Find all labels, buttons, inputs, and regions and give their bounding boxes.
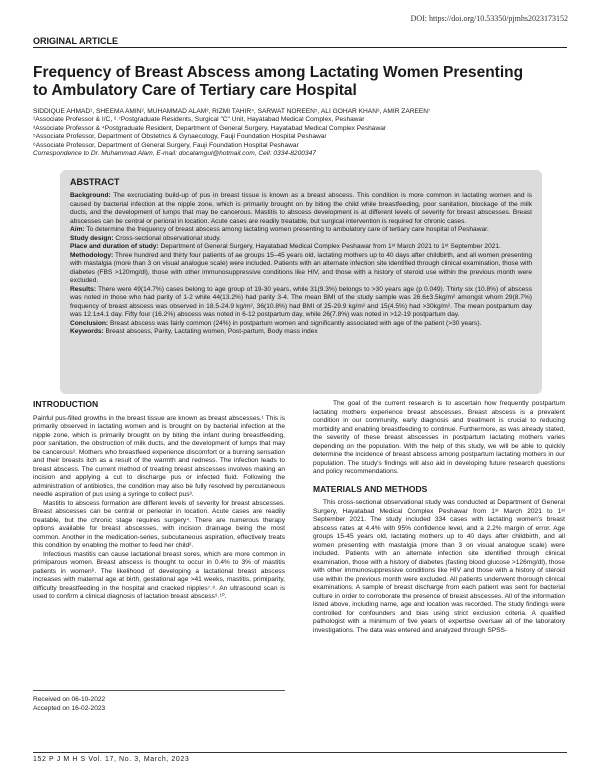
abstract-text: The excruciating build-up of pus in breast tissue is known as a breast abscess. This condition is more common in lactating women and is caused by bacterial infection at the nipple zone, which is primarily brought on by biting the child while breastfeeding, poor sanitation, blockage of the milk ducts, and the development of lumps that may be cancerous. Mastitis to abscess development is at different levels of severity for breast abscesses. Breast abscesses can be central or perioral in location. Acute cases are readily treatable, but surgical intervention is required for chronic cases.	[70, 192, 532, 225]
methods-paragraph: This cross-sectional observational study was conducted at Department of General Surgery, Hayatabad Medical Complex Peshawar from 1ˢᵗ March 2021 to 1ˢᵗ September 2021. The study included 334 cases with lactating women's breast abscess rates at 4.4% with 95% confidence level, and a 2.2% margin of error. Age groups 15-45 years old, lactating mothers up to 40 days after childbirth, and all women presenting with mastalgia (more than 3 on visual analogue scale) were included. Patients with an alternate infection site identified through clinical examination, those with a history of diabetes (fasting blood glucose >126mg/dl), those with other immunosuppressive conditions like HIV and those with a history of steroid use within the previous month were excluded. All patients underwent thorough clinical examinations. A sample of breast discharge from each patient was sent for bacterial culture in order to corroborate the presence of breast abscesses. All of the information listed above, including name, age and location was recorded. The study findings were controlled for confounders and bias using strict exclusion criteria. A qualified pathologist with a minimum of five years of expertise oversaw all of the laboratory investigations. The data was entered and analyzed through SPSS-	[313, 499, 565, 634]
abstract-study-design	[70, 235, 532, 244]
doi-link[interactable]: DOI: https://doi.org/10.53350/pjmhs2023173152	[410, 14, 568, 23]
intro-paragraph: Mastitis to abscess formation are different levels of severity for breast abscesses. Breast abscesses can be central or perieolar in location. Acute cases are readily treatable, but the chronic stage requires surgery⁴. There are numerous therapy options available for breast abscesses, with incision drainage being the most common. Another in the medication-series, subcutaneous aspiration, effectively treats this condition by enabling the mother to feed her child².	[33, 499, 285, 549]
dates-divider	[33, 690, 285, 691]
abstract-label: Methodology:	[70, 251, 114, 259]
abstract-text: Three hundred and thirty four patients of ae groups 15–45 years old, lactating mothers up to 40 days after childbirth, and all women presenting with mastalgia (more than 3 on visual analogue scale) were included. Patients with an alternate infection site identified through clinical examination, those with diabetes (FBS >120mg/dl), those with other immunosuppressive conditions like HIV, and those with a history of steroid use within the previous month were excluded.	[70, 251, 532, 284]
author-block	[33, 108, 573, 158]
abstract-body	[70, 192, 532, 337]
left-column	[33, 400, 285, 602]
abstract-text: Cross-sectional observational study.	[113, 234, 221, 242]
abstract-box	[60, 170, 542, 394]
affiliation-line: ⁵Associate Professor, Department of Obstetrics & Gynaecology, Fauji Foundation Hospital Peshawar	[33, 133, 327, 141]
abstract-text: Breast abscess was fairly common (24%) in postpartum women and significantly associated with age of the patient (>30 years).	[108, 319, 482, 327]
abstract-text: Breast abscess, Parity, Lactating women, Post-partum, Body mass index	[103, 328, 318, 335]
footer-divider	[33, 752, 567, 753]
goal-paragraph: The goal of the current research is to ascertain how frequently postpartum lactating mothers experience breast abscesses. Breast abscess is a prevalent condition in our community, early diagnosis and treatment is crucial to reducing morbidity and enabling breastfeeding to continue. Furthermore, as was already stated, the severity of these breast abscesses in postpartum lactating mothers varies depending on the population. With the help of this study, we will be able to quickly determine the incidence of breast abscess among postpartum lactating mothers in our population. The study's findings will also aid in developing future research questions and policy recommendations.	[313, 400, 565, 475]
correspondence-line: Correspondence to Dr. Muhammad Alam, E-mail: docalamgul@hotmail.com, Cell: 0334-8200347	[33, 150, 316, 158]
abstract-label: Background:	[70, 192, 111, 199]
article-type-label: ORIGINAL ARTICLE	[33, 36, 118, 46]
abstract-text: There were 49(14.7%) cases belong to age group of 19-30 years, while 31(9.3%) belongs to >30 years age (p 0.049). Thirty six (10.8%) of abscess was noted in those who had parity of 1-2 while 44(13.2%) had parity 3-4. The mean BMI of the study sample was 26.6±3.5kg/m² amongst whom 29(8.7%) frequency of breast abscess was observed in 18.5-24.9 kg/m², 36(10.8%) had BMI of 25-29.9 kg/m² and 15(4.5%) had >30kg/m². The mean postpartum day was 12.1±4.1 day. Fifty four (16.2%) abscess was noted in 6-12 postpartum day, while 26(7.8%) was noted in >12-19 postpartum day.	[70, 285, 532, 318]
accepted-date: Accepted on 16-02-2023	[33, 705, 106, 712]
page-footer: 152 P J M H S Vol. 17, No. 3, March, 2023	[33, 756, 190, 763]
affiliation-line: ⁶Associate Professor, Department of General Surgery, Fauji Foundation Hospital Peshawar	[33, 141, 299, 149]
header-divider	[33, 47, 567, 48]
abstract-text: Department of General Surgery, Hayatabad Medical Complex Peshawar from 1ˢᵗ March 2021 to 1ˢᵗ September 2021.	[158, 243, 501, 250]
paper-title: Frequency of Breast Abscess among Lactating Women Presenting to Ambulatory Care of Tertiary care Hospital	[33, 64, 524, 99]
abstract-label: Place and duration of study:	[70, 243, 159, 250]
abstract-place	[70, 243, 532, 252]
abstract-label: Conclusion:	[70, 319, 109, 327]
abstract-keywords	[70, 328, 532, 337]
abstract-label: Aim:	[70, 226, 85, 233]
abstract-label: Study design:	[70, 234, 114, 242]
abstract-text: To determine the frequency of breast abscess among lactating women presenting to ambulatory care of tertiary care hospital of Peshawar.	[84, 226, 489, 233]
abstract-results	[70, 286, 532, 320]
abstract-label: Results:	[70, 285, 97, 293]
abstract-aim	[70, 226, 532, 235]
abstract-label: Keywords:	[70, 328, 104, 335]
affiliation-line: ¹Associate Professor & I/C, ²˒⁷Postgraduate Residents, Surgical "C" Unit, Hayatabad Medical Complex, Peshawar	[33, 116, 365, 124]
received-date: Received on 06-10-2022	[33, 696, 106, 703]
abstract-conclusion	[70, 320, 532, 329]
abstract-heading: ABSTRACT	[70, 177, 120, 187]
right-column	[313, 400, 565, 635]
methods-heading: MATERIALS AND METHODS	[313, 483, 428, 494]
intro-paragraph: Infectious mastitis can cause lactational breast sores, which are more common in primiparous women. Breast abscess is thought to occur in 0.4% to 3% of mastitis patients in women⁶. The likelihood of developing a lactational breast abscess increases with maternal age at birth, gestational age >41 weeks, mastitis, primiparity, difficulty breastfeeding in the hospital and cracked nipples⁷˒⁸. An ultrasound scan is used to confirm a clinical diagnosis of lactation breast abscess⁹˒¹⁰.	[33, 550, 285, 600]
abstract-methodology	[70, 252, 532, 286]
abstract-background	[70, 192, 532, 226]
introduction-heading: INTRODUCTION	[33, 399, 99, 409]
author-names: SIDDIQUE AHMAD¹, SHEEMA AMIN², MUHAMMAD ALAM³, RIZMI TAHIR⁴, SARWAT NOREEN⁵, ALI GOHAR KHAN⁶, AMIR ZAREEN⁷	[33, 108, 431, 115]
affiliation-line: ³Associate Professor & ⁴Postgraduate Resident, Department of General Surgery, Hayatabad Medical Complex Peshawar	[33, 124, 387, 132]
intro-paragraph: Painful pus-filled growths in the breast tissue are known as breast abscesses.¹ This is primarily observed in lactating women and is brought on by bacterial infection at the nipple zone, which is primarily brought on by biting the infant during breastfeeding, poor sanitation, the obstruction of milk ducts, and the development of lumps that may be cancerous². Mothers who breastfeed experience discomfort or a burning sensation and their breasts itch as a result of the warmth and redness. The infection leads to breast abscess. The current method of treating breast abscesses involves making an incision and applying a cut to discharge pus or infected fluid. Following the administration of antibiotics, the condition may also be fully resolved by percutaneous needle aspiration of pus using a syringe to collect pus³.	[33, 414, 285, 498]
